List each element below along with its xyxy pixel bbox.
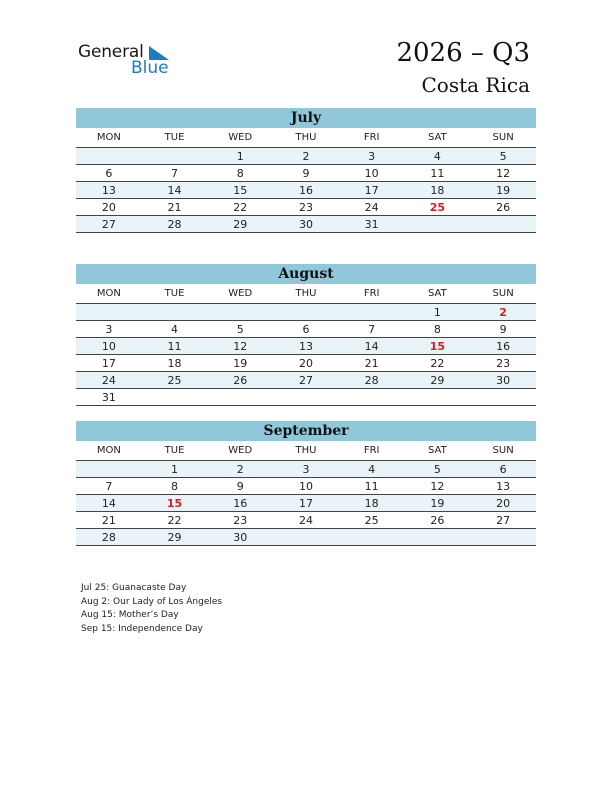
empty-day-cell [339,389,405,406]
holiday-note: Sep 15: Independence Day [81,623,203,634]
day-cell: 3 [273,461,339,478]
weekday-header-row [76,441,536,461]
day-cell: 12 [405,478,471,495]
weekday-label: MON [76,441,142,461]
logo [78,42,178,80]
logo-word-general: General [78,42,144,62]
day-cell: 15 [405,338,471,355]
holiday-note: Aug 15: Mother’s Day [81,610,179,620]
day-cell: 20 [470,495,536,512]
day-cell: 5 [470,148,536,165]
day-cell: 27 [76,216,142,233]
day-cell: 28 [142,216,208,233]
day-cell: 6 [76,165,142,182]
empty-day-cell [76,461,142,478]
day-cell: 29 [142,529,208,546]
weekday-label: WED [207,284,273,304]
week-row [76,182,536,199]
day-cell: 12 [207,338,273,355]
month-header: September [76,421,536,441]
month-header: August [76,264,536,284]
day-cell: 4 [405,148,471,165]
day-cell: 8 [405,321,471,338]
day-cell: 13 [273,338,339,355]
day-cell: 15 [207,182,273,199]
holiday-note: Jul 25: Guanacaste Day [81,583,187,593]
day-cell: 25 [142,372,208,389]
day-cell: 3 [76,321,142,338]
weekday-label: SAT [405,441,471,461]
weekday-label: THU [273,128,339,148]
day-cell: 21 [339,355,405,372]
day-cell: 18 [142,355,208,372]
day-cell: 12 [470,165,536,182]
holiday-notes [81,582,222,636]
empty-day-cell [339,529,405,546]
weekday-label: THU [273,441,339,461]
week-row [76,389,536,406]
day-cell: 22 [142,512,208,529]
week-row [76,512,536,529]
day-cell: 4 [142,321,208,338]
day-cell: 7 [76,478,142,495]
logo-word-blue: Blue [131,58,169,78]
month-july [76,108,536,233]
day-cell: 26 [207,372,273,389]
weekday-label: MON [76,284,142,304]
weekday-label: SAT [405,128,471,148]
day-cell: 13 [76,182,142,199]
weekday-label: TUE [142,128,208,148]
day-cell: 24 [76,372,142,389]
weekday-label: SUN [470,284,536,304]
day-cell: 30 [273,216,339,233]
day-cell: 2 [470,304,536,321]
empty-day-cell [273,389,339,406]
weekday-label: FRI [339,284,405,304]
day-cell: 24 [339,199,405,216]
day-cell: 9 [470,321,536,338]
weekday-label: WED [207,441,273,461]
day-cell: 11 [339,478,405,495]
day-cell: 29 [405,372,471,389]
empty-day-cell [273,304,339,321]
week-row [76,529,536,546]
day-cell: 6 [273,321,339,338]
week-row [76,165,536,182]
day-cell: 1 [207,148,273,165]
weekday-label: TUE [142,284,208,304]
day-cell: 28 [76,529,142,546]
empty-day-cell [207,389,273,406]
empty-day-cell [470,389,536,406]
day-cell: 21 [142,199,208,216]
day-cell: 14 [76,495,142,512]
day-cell: 9 [273,165,339,182]
empty-day-cell [470,216,536,233]
day-cell: 7 [142,165,208,182]
week-row [76,199,536,216]
weekday-label: SUN [470,441,536,461]
day-cell: 28 [339,372,405,389]
month-header: July [76,108,536,128]
day-cell: 30 [207,529,273,546]
empty-day-cell [405,216,471,233]
week-row [76,216,536,233]
day-cell: 8 [142,478,208,495]
weekday-label: FRI [339,441,405,461]
day-cell: 17 [273,495,339,512]
week-row [76,304,536,321]
week-row [76,372,536,389]
day-cell: 10 [339,165,405,182]
page-title: 2026 – Q3 [396,38,530,68]
day-cell: 18 [405,182,471,199]
calendar-grid [76,128,536,233]
week-row [76,478,536,495]
day-cell: 8 [207,165,273,182]
weekday-header-row [76,284,536,304]
day-cell: 1 [405,304,471,321]
day-cell: 17 [339,182,405,199]
day-cell: 10 [273,478,339,495]
day-cell: 2 [273,148,339,165]
empty-day-cell [142,304,208,321]
week-row [76,338,536,355]
empty-day-cell [142,148,208,165]
empty-day-cell [405,529,471,546]
day-cell: 31 [76,389,142,406]
day-cell: 9 [207,478,273,495]
day-cell: 11 [405,165,471,182]
day-cell: 19 [470,182,536,199]
day-cell: 19 [207,355,273,372]
empty-day-cell [207,304,273,321]
day-cell: 6 [470,461,536,478]
empty-day-cell [142,389,208,406]
weekday-label: WED [207,128,273,148]
week-row [76,321,536,338]
day-cell: 22 [405,355,471,372]
day-cell: 10 [76,338,142,355]
empty-day-cell [405,389,471,406]
day-cell: 23 [470,355,536,372]
month-august [76,264,536,406]
day-cell: 17 [76,355,142,372]
day-cell: 23 [207,512,273,529]
week-row [76,148,536,165]
country-name: Costa Rica [421,73,530,97]
empty-day-cell [76,148,142,165]
day-cell: 25 [405,199,471,216]
week-row [76,495,536,512]
day-cell: 27 [470,512,536,529]
day-cell: 21 [76,512,142,529]
day-cell: 23 [273,199,339,216]
day-cell: 19 [405,495,471,512]
weekday-label: THU [273,284,339,304]
day-cell: 16 [207,495,273,512]
day-cell: 14 [142,182,208,199]
day-cell: 16 [470,338,536,355]
empty-day-cell [339,304,405,321]
day-cell: 14 [339,338,405,355]
day-cell: 5 [207,321,273,338]
day-cell: 16 [273,182,339,199]
day-cell: 7 [339,321,405,338]
calendar-grid [76,284,536,406]
month-september [76,421,536,546]
week-row [76,355,536,372]
weekday-label: TUE [142,441,208,461]
empty-day-cell [273,529,339,546]
day-cell: 20 [273,355,339,372]
weekday-label: SUN [470,128,536,148]
holiday-note: Aug 2: Our Lady of Los Ángeles [81,596,223,607]
day-cell: 30 [470,372,536,389]
empty-day-cell [470,529,536,546]
day-cell: 1 [142,461,208,478]
day-cell: 11 [142,338,208,355]
day-cell: 27 [273,372,339,389]
calendar-grid [76,441,536,546]
day-cell: 22 [207,199,273,216]
day-cell: 26 [405,512,471,529]
day-cell: 4 [339,461,405,478]
weekday-header-row [76,128,536,148]
day-cell: 25 [339,512,405,529]
weekday-label: MON [76,128,142,148]
weekday-label: FRI [339,128,405,148]
day-cell: 20 [76,199,142,216]
day-cell: 29 [207,216,273,233]
day-cell: 15 [142,495,208,512]
week-row [76,461,536,478]
day-cell: 3 [339,148,405,165]
day-cell: 5 [405,461,471,478]
day-cell: 24 [273,512,339,529]
day-cell: 18 [339,495,405,512]
day-cell: 26 [470,199,536,216]
empty-day-cell [76,304,142,321]
day-cell: 13 [470,478,536,495]
day-cell: 31 [339,216,405,233]
day-cell: 2 [207,461,273,478]
weekday-label: SAT [405,284,471,304]
